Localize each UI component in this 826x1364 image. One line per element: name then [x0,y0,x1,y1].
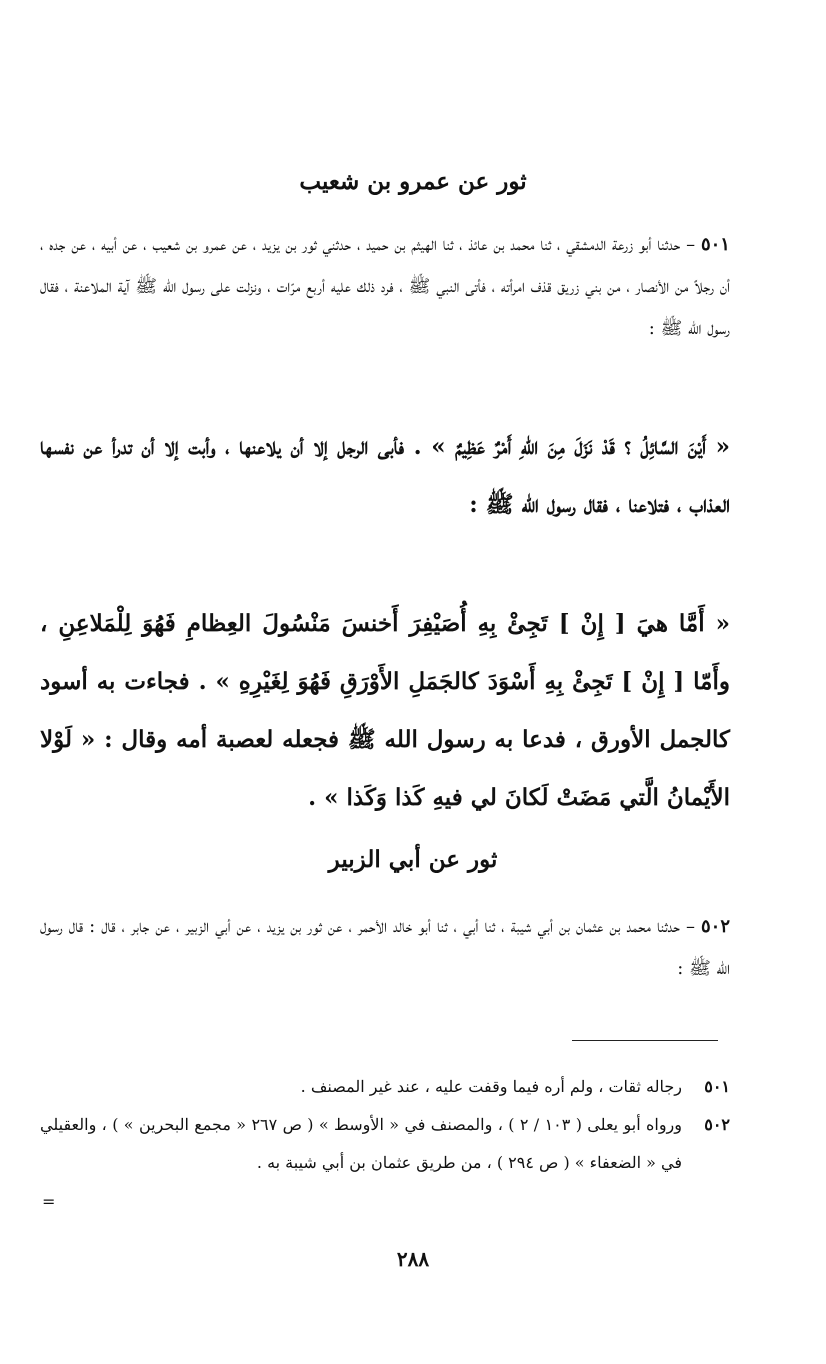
footnote-text: رجاله ثقات ، ولم أره فيما وقفت عليه ، عند غير المصنف . [300,1077,682,1096]
prophetic-quote: « أَمَّا هيَ [ إِنْ ] تَجِئْ بِهِ أُصَيْفِرَ أَخنسَ مَنْسُولَ العِظامِ فَهُوَ لِلْمَلاعِنِ ، وأَمّا [ إِنْ ] تَجِئْ بِهِ أَسْوَدَ كالجَمَلِ الأَوْرَقِ فَهُوَ لِغَيْرِهِ » . [40,610,730,695]
prophetic-quote: « أَيْنَ السَّائِلُ ؟ قَدْ نَزَلَ مِنَ اللهِ أَمْرٌ عَظِيمٌ » . [413,433,730,460]
hadith-isnad-text: – حدثنا محمد بن عثمان بن أبي شيبة ، ثنا أبي ، ثنا أبو خالد الأحمر ، عن ثور بن يزيد ، عن أبي الزبير ، عن جابر ، قال : قال رسول الله ﷺ : [40,916,730,979]
footnote-number: ٥٠٢ [704,1115,730,1134]
footnote-number: ٥٠١ [704,1077,730,1096]
footnote-text: ورواه أبو يعلى ( ١٠٣ / ٢ ) ، والمصنف في « الأوسط » ( ص ٢٦٧ « مجمع البحرين » ) ، والعقيلي في « الضعفاء » ( ص ٢٩٤ ) ، من طريق عثمان بن أبي شيبة به . [40,1115,683,1172]
footnote-502 [40,1106,730,1182]
footnote-501 [40,1068,730,1106]
footnote-divider [572,1040,718,1041]
hadith-number: ٥٠١ [700,234,730,255]
narration-text: فجاءت به أسود كالجمل الأورق ، فدعا به رسول الله ﷺ فجعله لعصبة أمه وقال : [40,668,730,753]
prophetic-quote: « لَوْلا الأَيْمانُ الَّتي مَضَتْ لَكانَ لي فيهِ كَذا وَكَذا » . [40,726,730,811]
hadith-501-intro [40,224,730,350]
hadith-502 [40,906,730,990]
footnotes [40,1068,730,1182]
hadith-isnad-text: – حدثنا أبو زرعة الدمشقي ، ثنا محمد بن عائذ ، ثنا الهيثم بن حميد ، حدثني ثور بن يزيد ، عن عمرو بن شعيب ، عن أبيه ، عن جده ، أن رجلاً من الأنصار ، من بني زريق قذف امرأته ، فأتى النبي ﷺ ، فرد ذلك عليه أربع مرّات ، ونزلت على رسول الله ﷺ آية الملاعنة ، فقال رسول الله ﷺ : [40,234,731,339]
hadith-501-body-1 [40,418,730,534]
hadith-number: ٥٠٢ [700,916,730,937]
section-heading-thawr-amr: ثور عن عمرو بن شعيب [299,168,527,195]
section-heading-thawr-abi-zubayr: ثور عن أبي الزبير [328,846,498,873]
hadith-501-body-2 [40,595,730,827]
narration-text: فأبى الرجل إلا أن يلاعنها ، وأبت إلا أن تدرأ عن نفسها العذاب ، فتلاعنا ، فقال رسول الله ﷺ : [40,433,730,518]
continuation-mark: = [42,1192,56,1211]
page-number: ٢٨٨ [396,1247,430,1271]
